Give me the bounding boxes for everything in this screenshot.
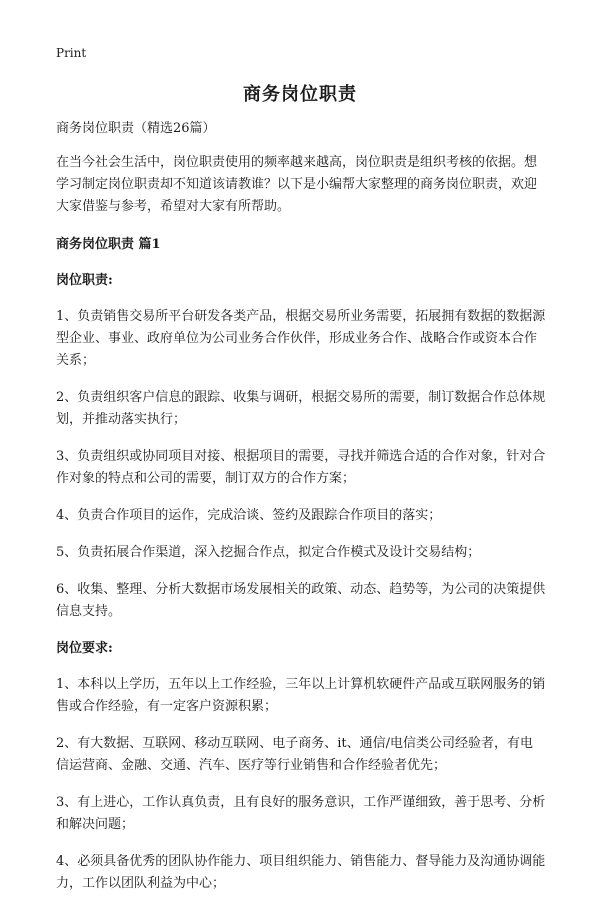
requirement-item: 3、有上进心，工作认真负责，且有良好的服务意识，工作严谨细致，善于思考、分析和解决问题； [56,795,546,832]
requirement-item: 4、必须具备优秀的团队协作能力、项目组织能力、销售能力、督导能力及沟通协调能力，工作以团队利益为中心； [56,854,546,891]
duty-item: 6、收集、整理、分析大数据市场发展相关的政策、动态、趋势等，为公司的决策提供信息支持。 [56,582,546,619]
section-title: 商务岗位职责 篇1 [56,237,161,252]
duties-heading: 岗位职责: [56,273,113,288]
duty-item: 4、负责合作项目的运作，完成洽谈、签约及跟踪合作项目的落实； [56,508,442,523]
requirement-item: 2、有大数据、互联网、移动互联网、电子商务、it、通信/电信类公司经验者，有电信运营商、金融、交通、汽车、医疗等行业销售和合作经验者优先； [56,736,534,773]
document-title: 商务岗位职责 [243,84,357,105]
document-body [56,118,546,910]
requirement-item: 1、本科以上学历，五年以上工作经验，三年以上计算机软硬件产品或互联网服务的销售或合作经验，有一定客户资源积累； [56,677,546,714]
duty-item: 5、负责拓展合作渠道，深入挖掘合作点，拟定合作模式及设计交易结构； [56,545,481,560]
duty-item: 2、负责组织客户信息的跟踪、收集与调研，根据交易所的需要，制订数据合作总体规划，并推动落实执行； [56,390,546,427]
print-link[interactable]: Print [56,46,87,60]
document-subtitle: 商务岗位职责（精选26篇） [56,121,216,136]
intro-paragraph: 在当今社会生活中，岗位职责使用的频率越来越高，岗位职责是组织考核的依据。想学习制定岗位职责却不知道该请教谁？以下是小编帮大家整理的商务岗位职责，欢迎大家借鉴与参考，希望对大家有所帮助。 [56,155,538,214]
requirements-heading: 岗位要求: [56,641,113,656]
duty-item: 3、负责组织或协同项目对接、根据项目的需要，寻找并筛选合适的合作对象，针对合作对象的特点和公司的需要，制订双方的合作方案； [56,449,546,486]
duty-item: 1、负责销售交易所平台研发各类产品，根据交易所业务需要，拓展拥有数据的数据源型企业、事业、政府单位为公司业务合作伙伴，形成业务合作、战略合作或资本合作关系； [56,309,546,368]
